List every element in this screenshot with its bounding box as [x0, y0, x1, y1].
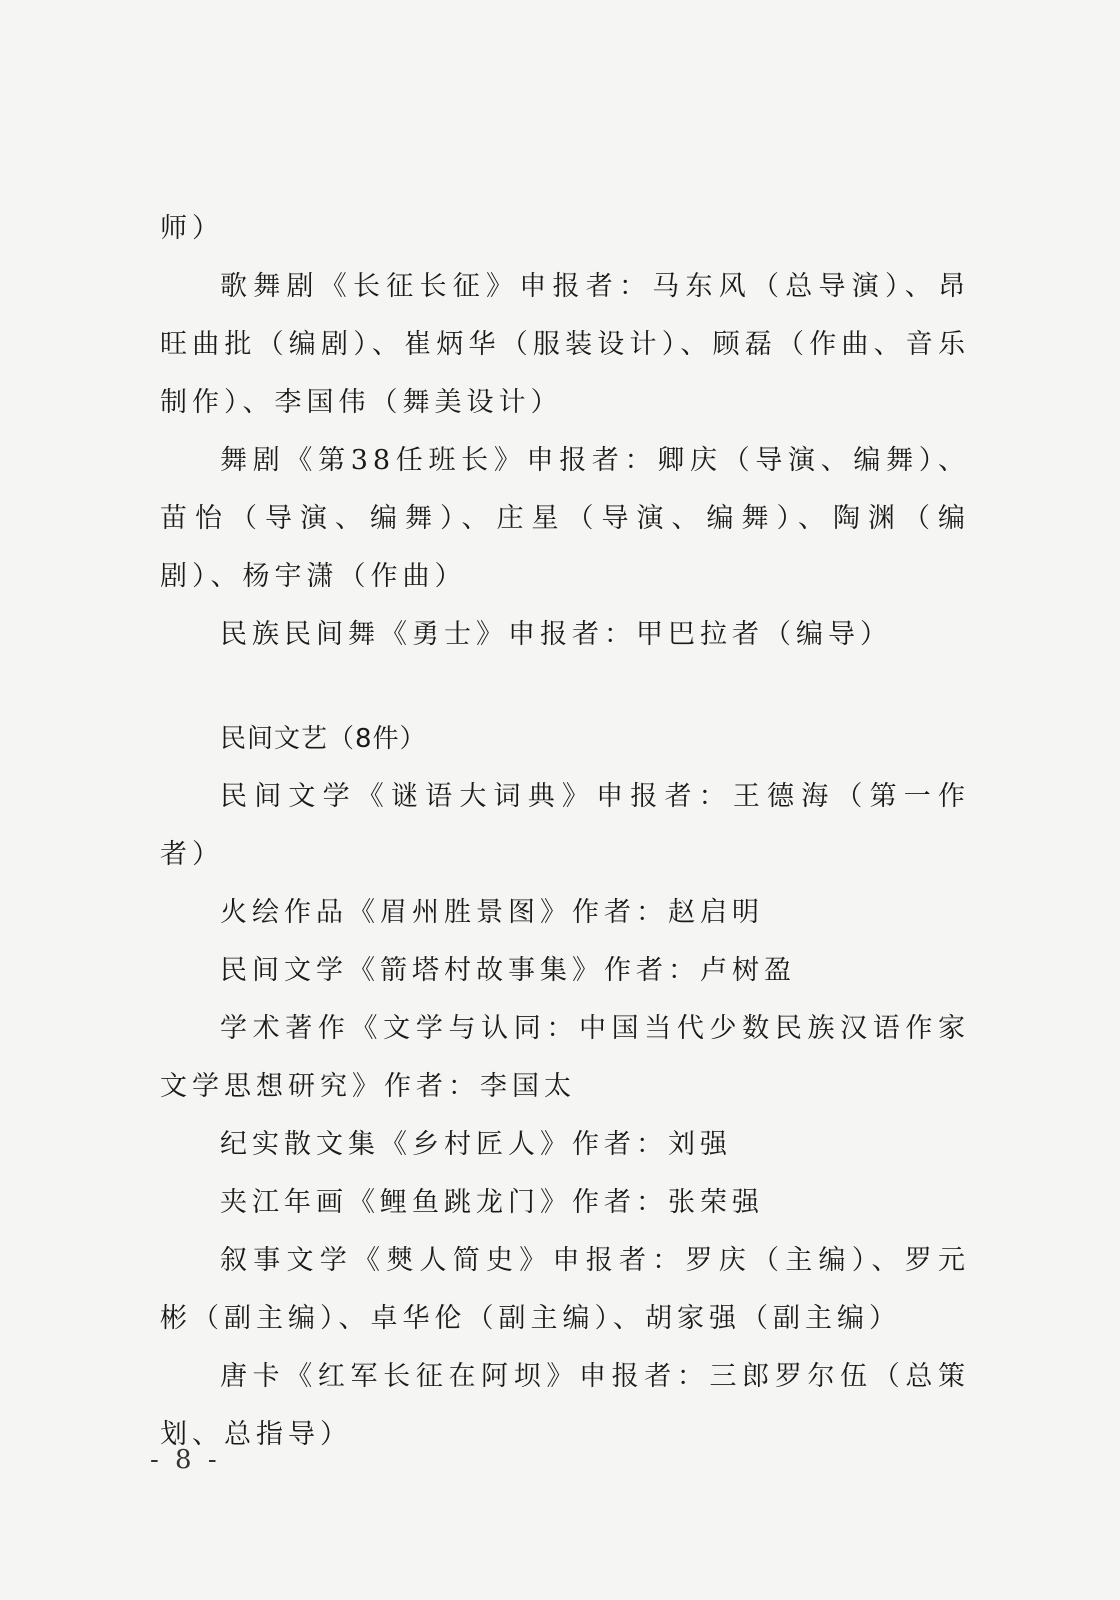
entry-paragraph: 纪实散文集《乡村匠人》作者：刘强 [220, 1129, 732, 1160]
entry-paragraph: 民间文学《谜语大词典》申报者：王德海（第一作者） [160, 781, 970, 870]
section-heading: 民间文艺（8件） [220, 724, 427, 754]
entry-paragraph: 舞剧《第38任班长》申报者：卿庆（导演、编舞）、苗怡（导演、编舞）、庄星（导演、编舞）、陶渊（编剧）、杨宇潇（作曲） [160, 445, 970, 592]
entry-paragraph: 歌舞剧《长征长征》申报者：马东风（总导演）、昂旺曲批（编剧）、崔炳华（服装设计）、顾磊（作曲、音乐制作）、李国伟（舞美设计） [160, 271, 970, 418]
entry-paragraph: 火绘作品《眉州胜景图》作者：赵启明 [220, 897, 764, 928]
entry-paragraph: 学术著作《文学与认同：中国当代少数民族汉语作家文学思想研究》作者：李国太 [160, 1013, 970, 1102]
entry-paragraph: 唐卡《红军长征在阿坝》申报者：三郎罗尔伍（总策划、总指导） [160, 1361, 970, 1450]
entry-paragraph: 夹江年画《鲤鱼跳龙门》作者：张荣强 [220, 1187, 764, 1218]
entry-paragraph: 叙事文学《僰人简史》申报者：罗庆（主编）、罗元彬（副主编）、卓华伦（副主编）、胡家强（副主编） [160, 1245, 970, 1334]
page-number: - 8 - [150, 1445, 221, 1475]
continuation-line: 师） [160, 213, 224, 244]
section-gap [160, 664, 970, 710]
entry-paragraph: 民间文学《箭塔村故事集》作者：卢树盈 [220, 955, 796, 986]
entry-paragraph: 民族民间舞《勇士》申报者：甲巴拉者（编导） [220, 619, 892, 650]
page-content [160, 200, 970, 1464]
